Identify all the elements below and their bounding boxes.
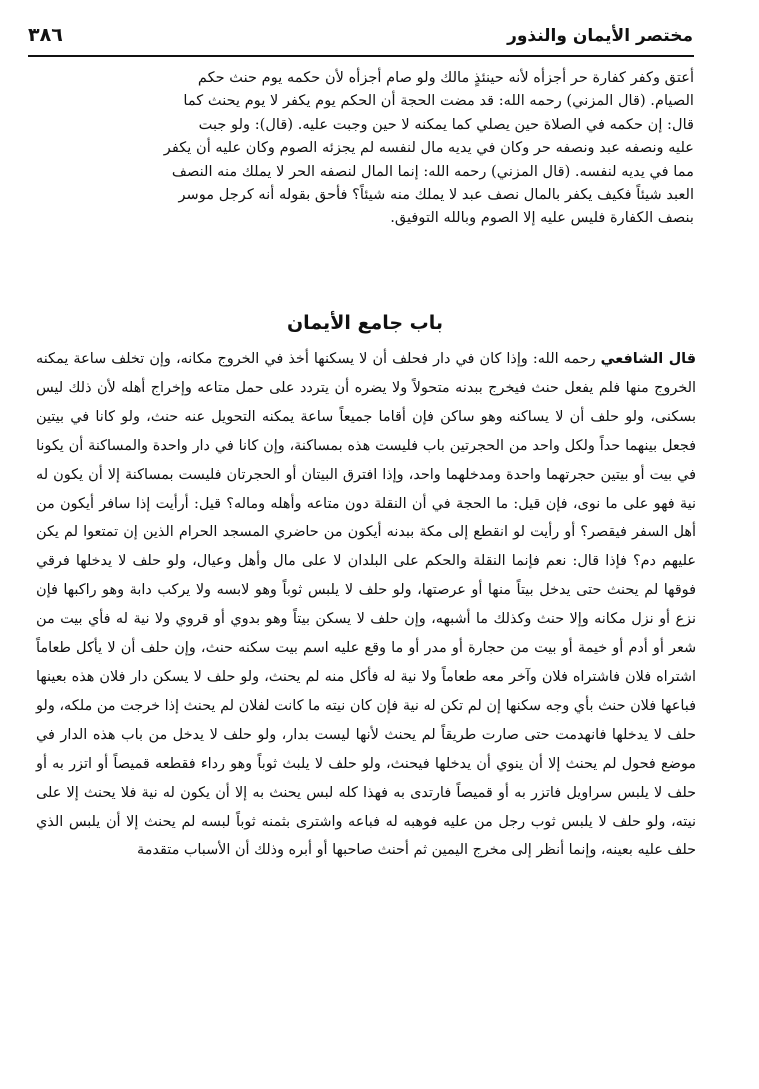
section-paragraph <box>36 345 696 865</box>
section-text: رحمه الله: وإذا كان في دار فحلف أن لا يسكنها أخذ في الخروج مكانه، وإن تخلف ساعة يمكنه الخروج منها فلم يفعل حنث فيخرج ببدنه متحولاً ولا يضره أن يتردد على حمل متاعه وإخراج أهله لأن ذلك ليس بسكنى، ولو حلف أن لا يساكنه وهو ساكن فإن أقاما جميعاً ساعة يمكنه التحويل عنه حنث، ولو كانا في بيتين فجعل بينهما حداً ولكل واحد من الحجرتين باب فليست هذه بمساكنة، وإن كانا في دار واحدة والمساكنة أن يكونا في بيت أو بيتين حجرتهما واحدة ومدخلهما واحد، وإذا افترق البيتان أو الحجرتان فليست بمساكنة إلا أن يكون له نية فهو على ما نوى، فإن قيل: ما الحجة في أن النقلة دون متاعه وأهله وماله؟ قيل: أرأيت إذا سافر أيكون من أهل السفر فيقصر؟ أو رأيت لو انقطع إلى مكة ببدنه أيكون من حاضري المسجد الحرام الذين إن تمتعوا لم يكن عليهم دم؟ فإذا قال: نعم فإنما النقلة والحكم على البلدان لا على مال وأهل وعيال، ولو حلف لا يدخلها فرقي فوقها لم يحنث حتى يدخل بيتاً منها أو عرصتها، ولو حلف لا يلبس ثوباً وهو لابسه ولا يركب دابة وهو راكبها فإن نزع أو نزل مكانه وإلا حنث وكذلك ما أشبهه، وإن حلف لا يسكن بيتاً وهو بدوي أو قروي ولا نية له فأي بيت من شعر أو أدم أو خيمة أو بيت من حجارة أو مدر أو ما وقع عليه اسم بيت سكنه حنث، وإن حلف أن لا يأكل طعاماً اشتراه فلان فاشتراه فلان وآخر معه طعاماً ولا نية له فأكل منه لم يحنث، ولو حلف لا يسكن دار فلان هذه بعينها فباعها فلان حنث بأي وجه سكنها إن لم تكن له نية فإن كان نيته ما كانت لفلان لم يحنث إذا خرجت من ملكه، ولو حلف لا يدخلها فانهدمت حتى صارت طريقاً لم يحنث لأنها ليست بدار، ولو حلف لا يدخل من باب هذه الدار في موضع فحول لم يحنث إلا أن ينوي أن يدخلها فيحنث، ولو حلف لا يلبث ثوباً وهو رداء فقطعه قميصاً أو اتزر به أو حلف لا يلبس سراويل فاتزر به أو قميصاً فارتدى به فهذا كله لبس يحنث به إلا أن يكون له نية فلا يحنث إلا على نيته، ولو حلف لا يلبس ثوب رجل من عليه فوهبه له فباعه واشترى بثمنه ثوباً لبسه لم يحنث إلا أن يلبس الذي حلف عليه بعينه، وإنما أنظر إلى مخرج اليمين ثم أحنث صاحبها أو أبره وذلك أن الأسباب متقدمة <box>36 351 696 859</box>
text-line: مما في يديه لنفسه. (قال المزني) رحمه الله: إنما المال لنصفه الحر لا يملك منه النصف <box>171 162 694 180</box>
paragraph-continuation <box>36 66 694 230</box>
page-number: ٣٨٦ <box>28 24 63 46</box>
text-line: قال: إن حكمه في الصلاة حين يصلي كما يمكنه لا حين وجبت عليه. (قال): ولو جبت <box>198 115 694 133</box>
text-line: الصيام. (قال المزني) رحمه الله: قد مضت الحجة أن الحكم يوم يكفر لا يوم يحنث كما <box>183 92 694 110</box>
text-line: بنصف الكفارة فليس عليه إلا الصوم وبالله التوفيق. <box>390 209 694 227</box>
running-title: مختصر الأيمان والنذور <box>507 26 693 46</box>
section-heading: باب جامع الأيمان <box>286 312 444 334</box>
text-line: أعتق وكفر كفارة حر أجزأه لأنه حينئذٍ مالك ولو صام أجزأه لأن حكمه يوم حنث حكم <box>197 69 694 86</box>
header-rule <box>28 55 694 57</box>
page-header <box>28 10 693 56</box>
text-line: عليه ونصفه عبد ونصفه حر وكان في يديه مال لنفسه لم يجزئه الصوم وكان عليه أن يكفر <box>163 139 694 157</box>
text-line: العبد شيئاً فكيف يكفر بالمال نصف عبد لا يملك منه شيئاً؟ فأحق بقوله أنه كرجل موسر <box>178 185 694 203</box>
speaker-name: قال الشافعي <box>600 351 697 367</box>
